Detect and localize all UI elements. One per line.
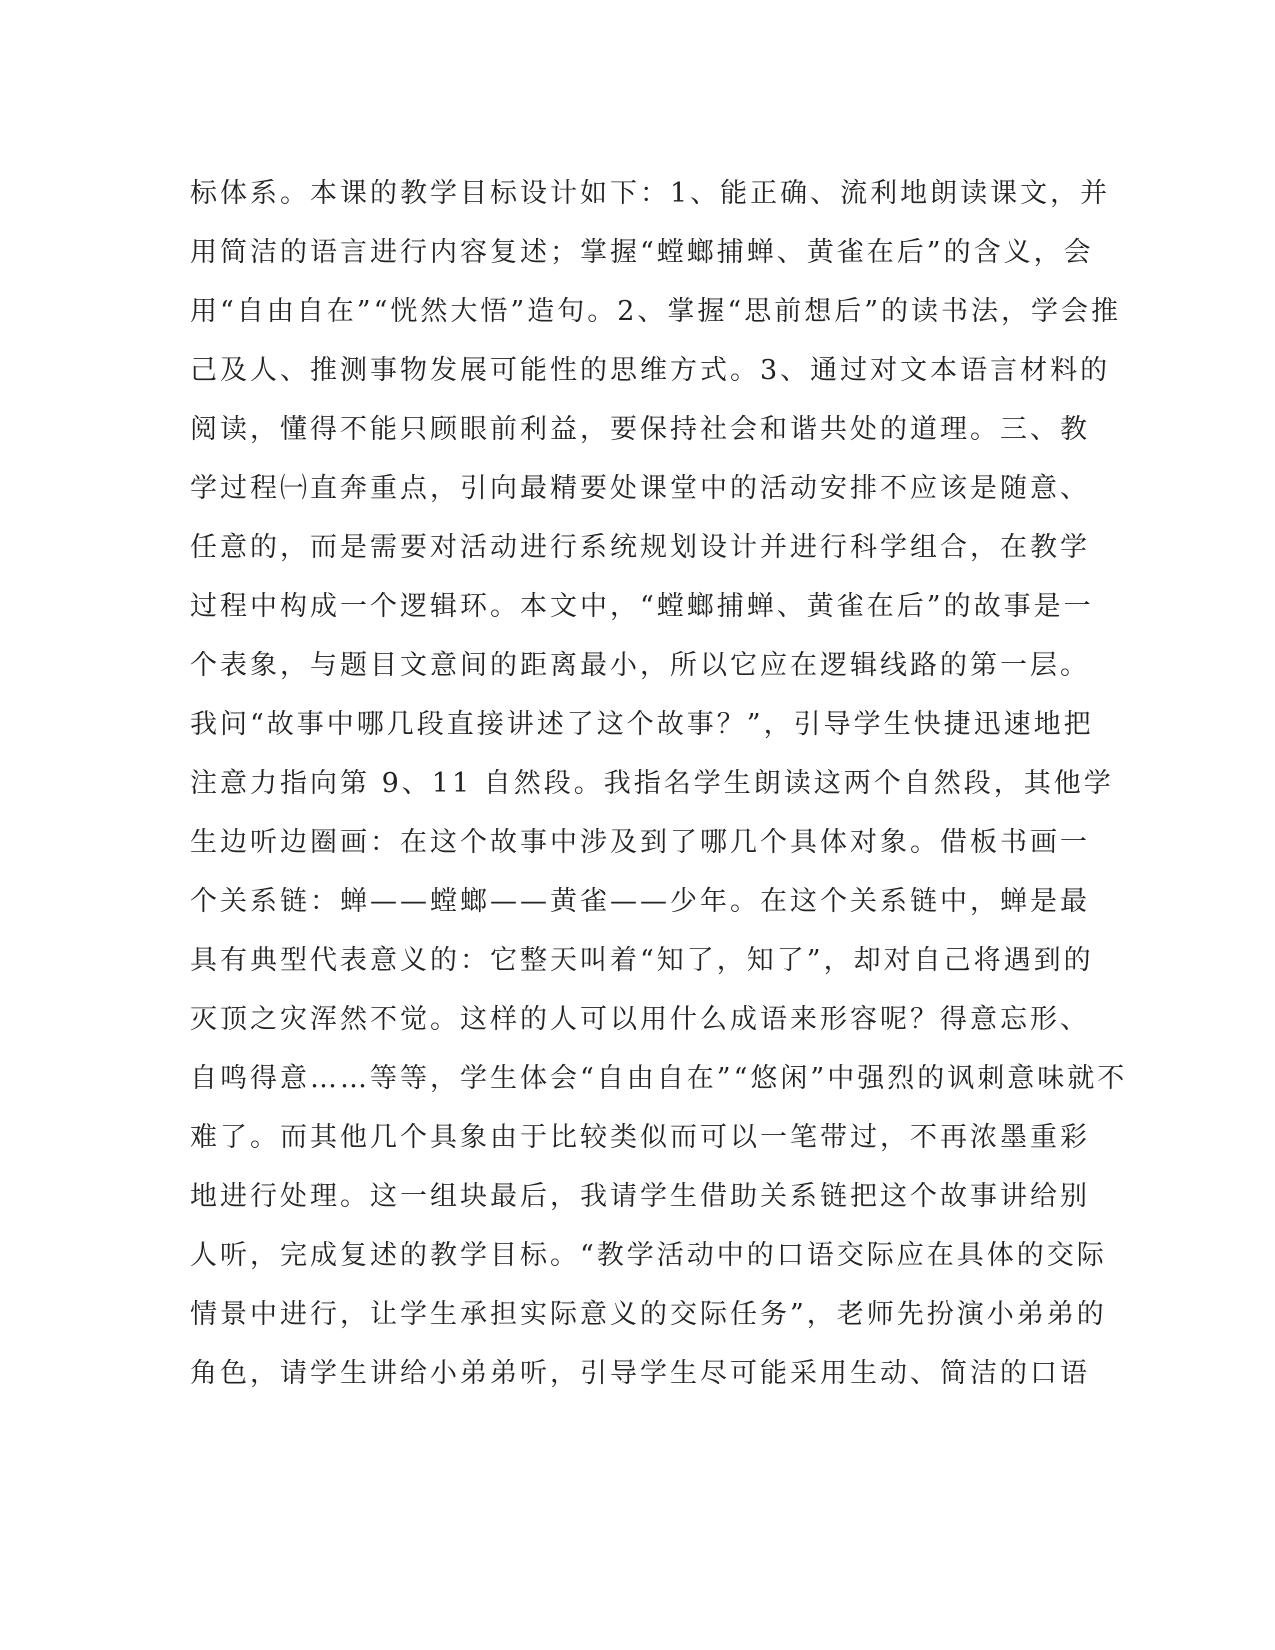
text-line: 己及人、推测事物发展可能性的思维方式。3、通过对文本语言材料的 (190, 355, 1111, 386)
text-line: 任意的，而是需要对活动进行系统规划设计并进行科学组合，在教学 (190, 532, 1090, 563)
text-line: 个表象，与题目文意间的距离最小，所以它应在逻辑线路的第一层。 (190, 650, 1090, 681)
text-line: 用简洁的语言进行内容复述；掌握“螳螂捕蝉、黄雀在后”的含义，会 (190, 237, 1094, 268)
body-text (190, 164, 1128, 1403)
text-line: 人听，完成复述的教学目标。“教学活动中的口语交际应在具体的交际 (190, 1240, 1107, 1271)
text-line: 标体系。本课的教学目标设计如下：1、能正确、流利地朗读课文，并 (190, 178, 1111, 209)
text-line: 个关系链：蝉——螳螂——黄雀——少年。在这个关系链中，蝉是最 (190, 886, 1090, 917)
text-line: 生边听边圈画：在这个故事中涉及到了哪几个具体对象。借板书画一 (190, 827, 1090, 858)
text-line: 角色，请学生讲给小弟弟听，引导学生尽可能采用生动、简洁的口语 (190, 1358, 1090, 1389)
text-line: 情景中进行，让学生承担实际意义的交际任务”，老师先扮演小弟弟的 (190, 1299, 1107, 1330)
text-line: 用“自由自在”“恍然大悟”造句。2、掌握“思前想后”的读书法，学会推 (190, 296, 1121, 327)
text-line: 过程中构成一个逻辑环。本文中，“螳螂捕蝉、黄雀在后”的故事是一 (190, 591, 1094, 622)
text-line: 学过程㈠直奔重点，引向最精要处课堂中的活动安排不应该是随意、 (190, 473, 1090, 504)
text-line: 具有典型代表意义的：它整天叫着“知了，知了”，却对自己将遇到的 (190, 945, 1094, 976)
text-line: 我问“故事中哪几段直接讲述了这个故事？”，引导学生快捷迅速地把 (190, 709, 1094, 740)
text-line: 灭顶之灾浑然不觉。这样的人可以用什么成语来形容呢？得意忘形、 (190, 1004, 1090, 1035)
text-line: 阅读，懂得不能只顾眼前利益，要保持社会和谐共处的道理。三、教 (190, 414, 1090, 445)
text-line: 难了。而其他几个具象由于比较类似而可以一笔带过，不再浓墨重彩 (190, 1122, 1090, 1153)
text-line: 地进行处理。这一组块最后，我请学生借助关系链把这个故事讲给别 (190, 1181, 1090, 1212)
text-line: 注意力指向第 9、11 自然段。我指名学生朗读这两个自然段，其他学 (190, 768, 1114, 799)
text-line: 自鸣得意……等等，学生体会“自由自在”“悠闲”中强烈的讽刺意味就不 (190, 1063, 1128, 1094)
